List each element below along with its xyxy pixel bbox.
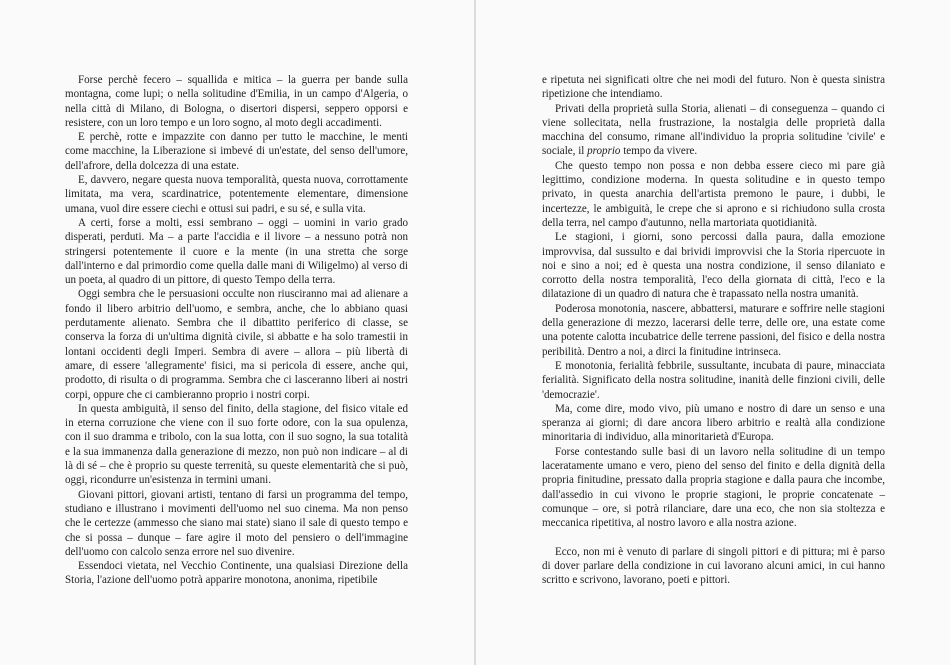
right-page	[476, 0, 950, 665]
right-page-text	[542, 73, 885, 588]
paragraph: Oggi sembra che le persuasioni occulte non riusciranno mai ad alienare a fondo il libero arbitrio dell'uomo, e sembra, anche, che lo abbiano quasi perdutamente alienato. Sembra che il dibattito periferico di classe, se conserva la forza di un'ultima dignità civile, si abbatte e ha solo tramestii in lontani occidenti degli Imperi. Sembra di avere – allora – più libertà di amare, di essere 'allegramente' fisici, ma si pericola di essere, anche qui, prodotto, di risulta o di programma. Sembra che ci lasceranno liberi ai nostri corpi, oppure che ci cambieranno proprio i nostri corpi.	[65, 288, 408, 401]
italic-word: proprio	[587, 145, 621, 158]
left-page	[0, 0, 474, 665]
paragraph: E monotonia, ferialità febbrile, sussultante, incubata di paure, minacciata ferialità. Significato della nostra solitudine, inanità delle finzioni civili, delle 'democrazie'.	[542, 359, 885, 401]
paragraph: Le stagioni, i giorni, sono percossi dalla paura, dalla emozione improvvisa, dal sussulto e dai brividi improvvisi che la Storia ripercuote in noi e sino a noi; ed è questa una nostra condizione, il senso dilaniato e corrotto della nostra temporalità, l'eco della giornata di città, l'eco e la dilatazione di un quadro di natura che è trapassato nella nostra umanità.	[542, 231, 885, 301]
paragraph	[542, 102, 885, 159]
paragraph: E, davvero, negare questa nuova temporalità, questa nuova, corrottamente limitata, ma vera, scardinatrice, potentemente elementare, dimensione umana, vuol dire essere ciechi e ottusi sui padri, e su sé, e sulla vita.	[65, 174, 408, 215]
paragraph-text-end: tempo da vivere.	[623, 145, 698, 158]
paragraph: Forse perchè fecero – squallida e mitica – la guerra per bande sulla montagna, come lupi; o nella solitudine d'Emilia, in un campo d'Algeria, o nella città di Milano, di Bologna, o disertori dispersi, seppero opporsi e resistere, con un loro tempo e un loro sogno, al moto degli accadimenti.	[65, 74, 408, 129]
paragraph: Ecco, non mi è venuto di parlare di singoli pittori e di pittura; mi è parso di dover parlare della condizione in cui lavorano alcuni amici, in cui hanno scritto e scrivono, lavorano, poeti e pittori.	[542, 545, 885, 587]
paragraph: Forse contestando sulle basi di un lavoro nella solitudine di un tempo laceratamente umano e vero, pieno del senso del finito e della dignità della propria finitudine, pressato dalla propria stagione e dalla paura che incombe, dall'assedio in cui vivono le proprie stagioni, le proprie concatenate – comunque – ore, si potrà rilanciare, dare una eco, che non sia stoltezza e meccanica ripetitiva, al nostro lavoro e alla nostra azione.	[542, 445, 885, 530]
left-page-text	[65, 73, 408, 588]
paragraph-text: Privati della proprietà sulla Storia, alienati – di conseguenza – quando ci viene sollecitata, nella frustrazione, la nostalgia delle proprietà dalla macchina del consumo, rimane all'individuo la propria solitudine 'civile' e sociale, il	[542, 102, 885, 158]
paragraph: In questa ambiguità, il senso del finito, della stagione, del fisico vitale ed in eterna corruzione che viene con il suo forte odore, con la sua opulenza, con il suo dramma e tribolo, con la sua lotta, con il suo sogno, la sua totalità e la sua immanenza dalla generazione di mezzo, non può non indicare – al di là di sé – che è proprio su queste terrenità, su queste elementarità che si può, oggi, ricondurre un'esistenza in termini umani.	[65, 402, 408, 487]
paragraph: E perchè, rotte e impazzite con danno per tutto le macchine, le menti come macchine, la Liberazione si imbevé di un'estate, del senso dell'umore, dell'afrore, della dolcezza di una estate.	[65, 131, 408, 172]
paragraph: Poderosa monotonia, nascere, abbattersi, maturare e soffrire nelle stagioni della generazione di mezzo, lacerarsi delle terre, delle ore, una estate come una potente calotta incubatrice delle terrene passioni, del fisico e della nostra peribilità. Dentro a noi, a dirci la finitudine intrinseca.	[542, 302, 885, 358]
paragraph: e ripetuta nei significati oltre che nei modi del futuro. Non è questa sinistra ripetizione che intendiamo.	[542, 74, 885, 101]
paragraph: Essendoci vietata, nel Vecchio Continente, una qualsiasi Direzione della Storia, l'azione dell'uomo potrà apparire monotona, anonima, ripetibile	[65, 560, 408, 587]
paragraph: Giovani pittori, giovani artisti, tentano di farsi un programma del tempo, studiano e illustrano i movimenti dell'uomo nel suo cinema. Ma non penso che le certezze (ammesso che siano mai state) siano il sale di questo tempo e che si possa – dunque – fare agire il moto del pensiero o dell'immagine dell'uomo con calcolo senza errore nel suo divenire.	[65, 488, 408, 558]
paragraph: A certi, forse a molti, essi sembrano – oggi – uomini in vario grado disperati, perduti. Ma – a parte l'accidia e il livore – a nessuno potrà non stringersi potentemente il cuore e la mente (in una stretta che sorge dall'interno e dal primordio come quella dalle mani di Wiligelmo) al verso di un poeta, al quadro di un pittore, di questo Tempo della terra.	[65, 216, 408, 287]
paragraph: Ma, come dire, modo vivo, più umano e nostro di dare un senso e una speranza ai giorni; di dare ancora libero arbitrio e realtà alla condizione minoritaria di individuo, alla minoritarietà d'Europa.	[542, 402, 885, 444]
paragraph: Che questo tempo non possa e non debba essere cieco mi pare già legittimo, condizione moderna. In questa solitudine e in questo tempo privato, in questa anarchia dell'artista premono le paure, i dubbi, le incertezze, le ambiguità, le crepe che si aprono e si richiudono sulla crosta della terra, nel campo d'autunno, nella martoriata quotidianità.	[542, 159, 885, 229]
